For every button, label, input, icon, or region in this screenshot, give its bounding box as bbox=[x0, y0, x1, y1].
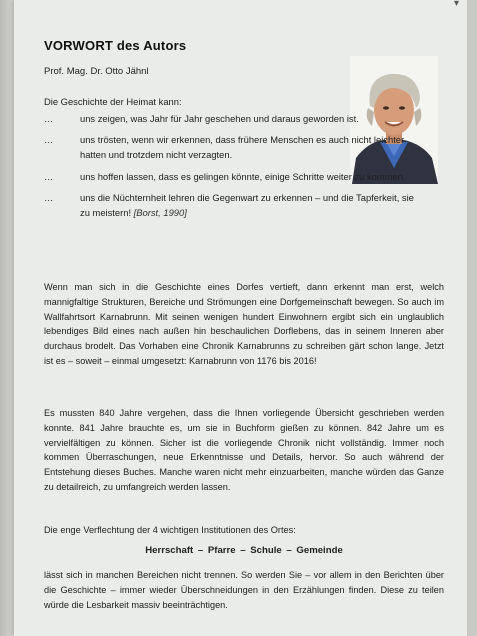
list-item bbox=[44, 132, 414, 162]
list-item bbox=[44, 111, 414, 126]
institutions-line: Herrschaft – Pfarre – Schule – Gemeinde bbox=[145, 545, 343, 556]
list-item-text bbox=[80, 190, 414, 220]
ellipsis-marker: … bbox=[44, 170, 54, 182]
ellipsis-marker: … bbox=[44, 134, 54, 146]
intro-line: Die Geschichte der Heimat kann: bbox=[44, 96, 182, 107]
document-page bbox=[14, 0, 467, 636]
page-spine bbox=[0, 0, 14, 636]
paragraph: Die enge Verflechtung der 4 wichtigen Institutionen des Ortes: bbox=[44, 525, 296, 535]
list-item bbox=[44, 169, 414, 184]
paragraph: Es mussten 840 Jahre vergehen, dass die Ihnen vorliegende Übersicht geschrieben werden konnte. 841 Jahre brauchte es, um sie in Buchform gießen zu können. 842 Jahre um es vervielfältigen zu können. Sicher ist die vorliegende Chronik nicht vollständig. Immer noch kommen Überraschungen, neue Erkenntnisse und Details, hervor. So auch während der Entstehung dieses Buches. Manche waren nicht mehr einzuarbeiten, manche würden das Ganze zu detailreich, zu umfangreich werden lassen. bbox=[44, 408, 444, 492]
paragraph: Wenn man sich in die Geschichte eines Dorfes vertieft, dann erkennt man erst, welch mannigfaltige Strukturen, Bereiche und Strömungen eine Dorfgemeinschaft bewegen. So auch im Wallfahrtsort Karnabrunn. Mit seinen wenigen hundert Einwohnern ergibt sich ein unglaublich lebendiges Bild eines nach außen hin beschaulichen Dorflebens, das in seinem Inneren aber durchaus brodelt. Das Vorhaben eine Chronik Karnabrunns zu schreiben gärt schon lange. Jetzt ist es – soweit – einmal umgesetzt: Karnabrunn von 1176 bis 2016! bbox=[44, 282, 444, 366]
list-item-text: uns hoffen lassen, dass es gelingen könnte, einige Schritte weiter zu kommen. bbox=[80, 170, 406, 182]
ellipsis-marker: … bbox=[44, 113, 54, 124]
bullet-list bbox=[44, 111, 414, 226]
list-item-quote: uns die Nüchternheit lehren die Gegenwart zu erkennen – und die Tapferkeit, sie zu meistern! bbox=[80, 191, 414, 219]
citation: [Borst, 1990] bbox=[133, 207, 187, 219]
page-title: VORWORT des Autors bbox=[44, 38, 187, 53]
author-line: Prof. Mag. Dr. Otto Jähnl bbox=[44, 66, 149, 77]
list-item-text: uns zeigen, was Jahr für Jahr geschehen und daraus geworden ist. bbox=[80, 113, 359, 124]
corner-mark: ▾ bbox=[453, 0, 459, 9]
list-item-text: uns trösten, wenn wir erkennen, dass frühere Menschen es auch nicht leichter hatten und trotzdem nicht verzagten. bbox=[80, 134, 405, 161]
ellipsis-marker: … bbox=[44, 191, 54, 203]
paragraph: lässt sich in manchen Bereichen nicht trennen. So werden Sie – vor allem in den Berichten über die Geschichte – immer wieder Überschneidungen in den Erzählungen finden. Diese zu teilen würde die Lesbarkeit massiv beeinträchtigen. bbox=[44, 570, 444, 610]
list-item bbox=[44, 190, 414, 220]
